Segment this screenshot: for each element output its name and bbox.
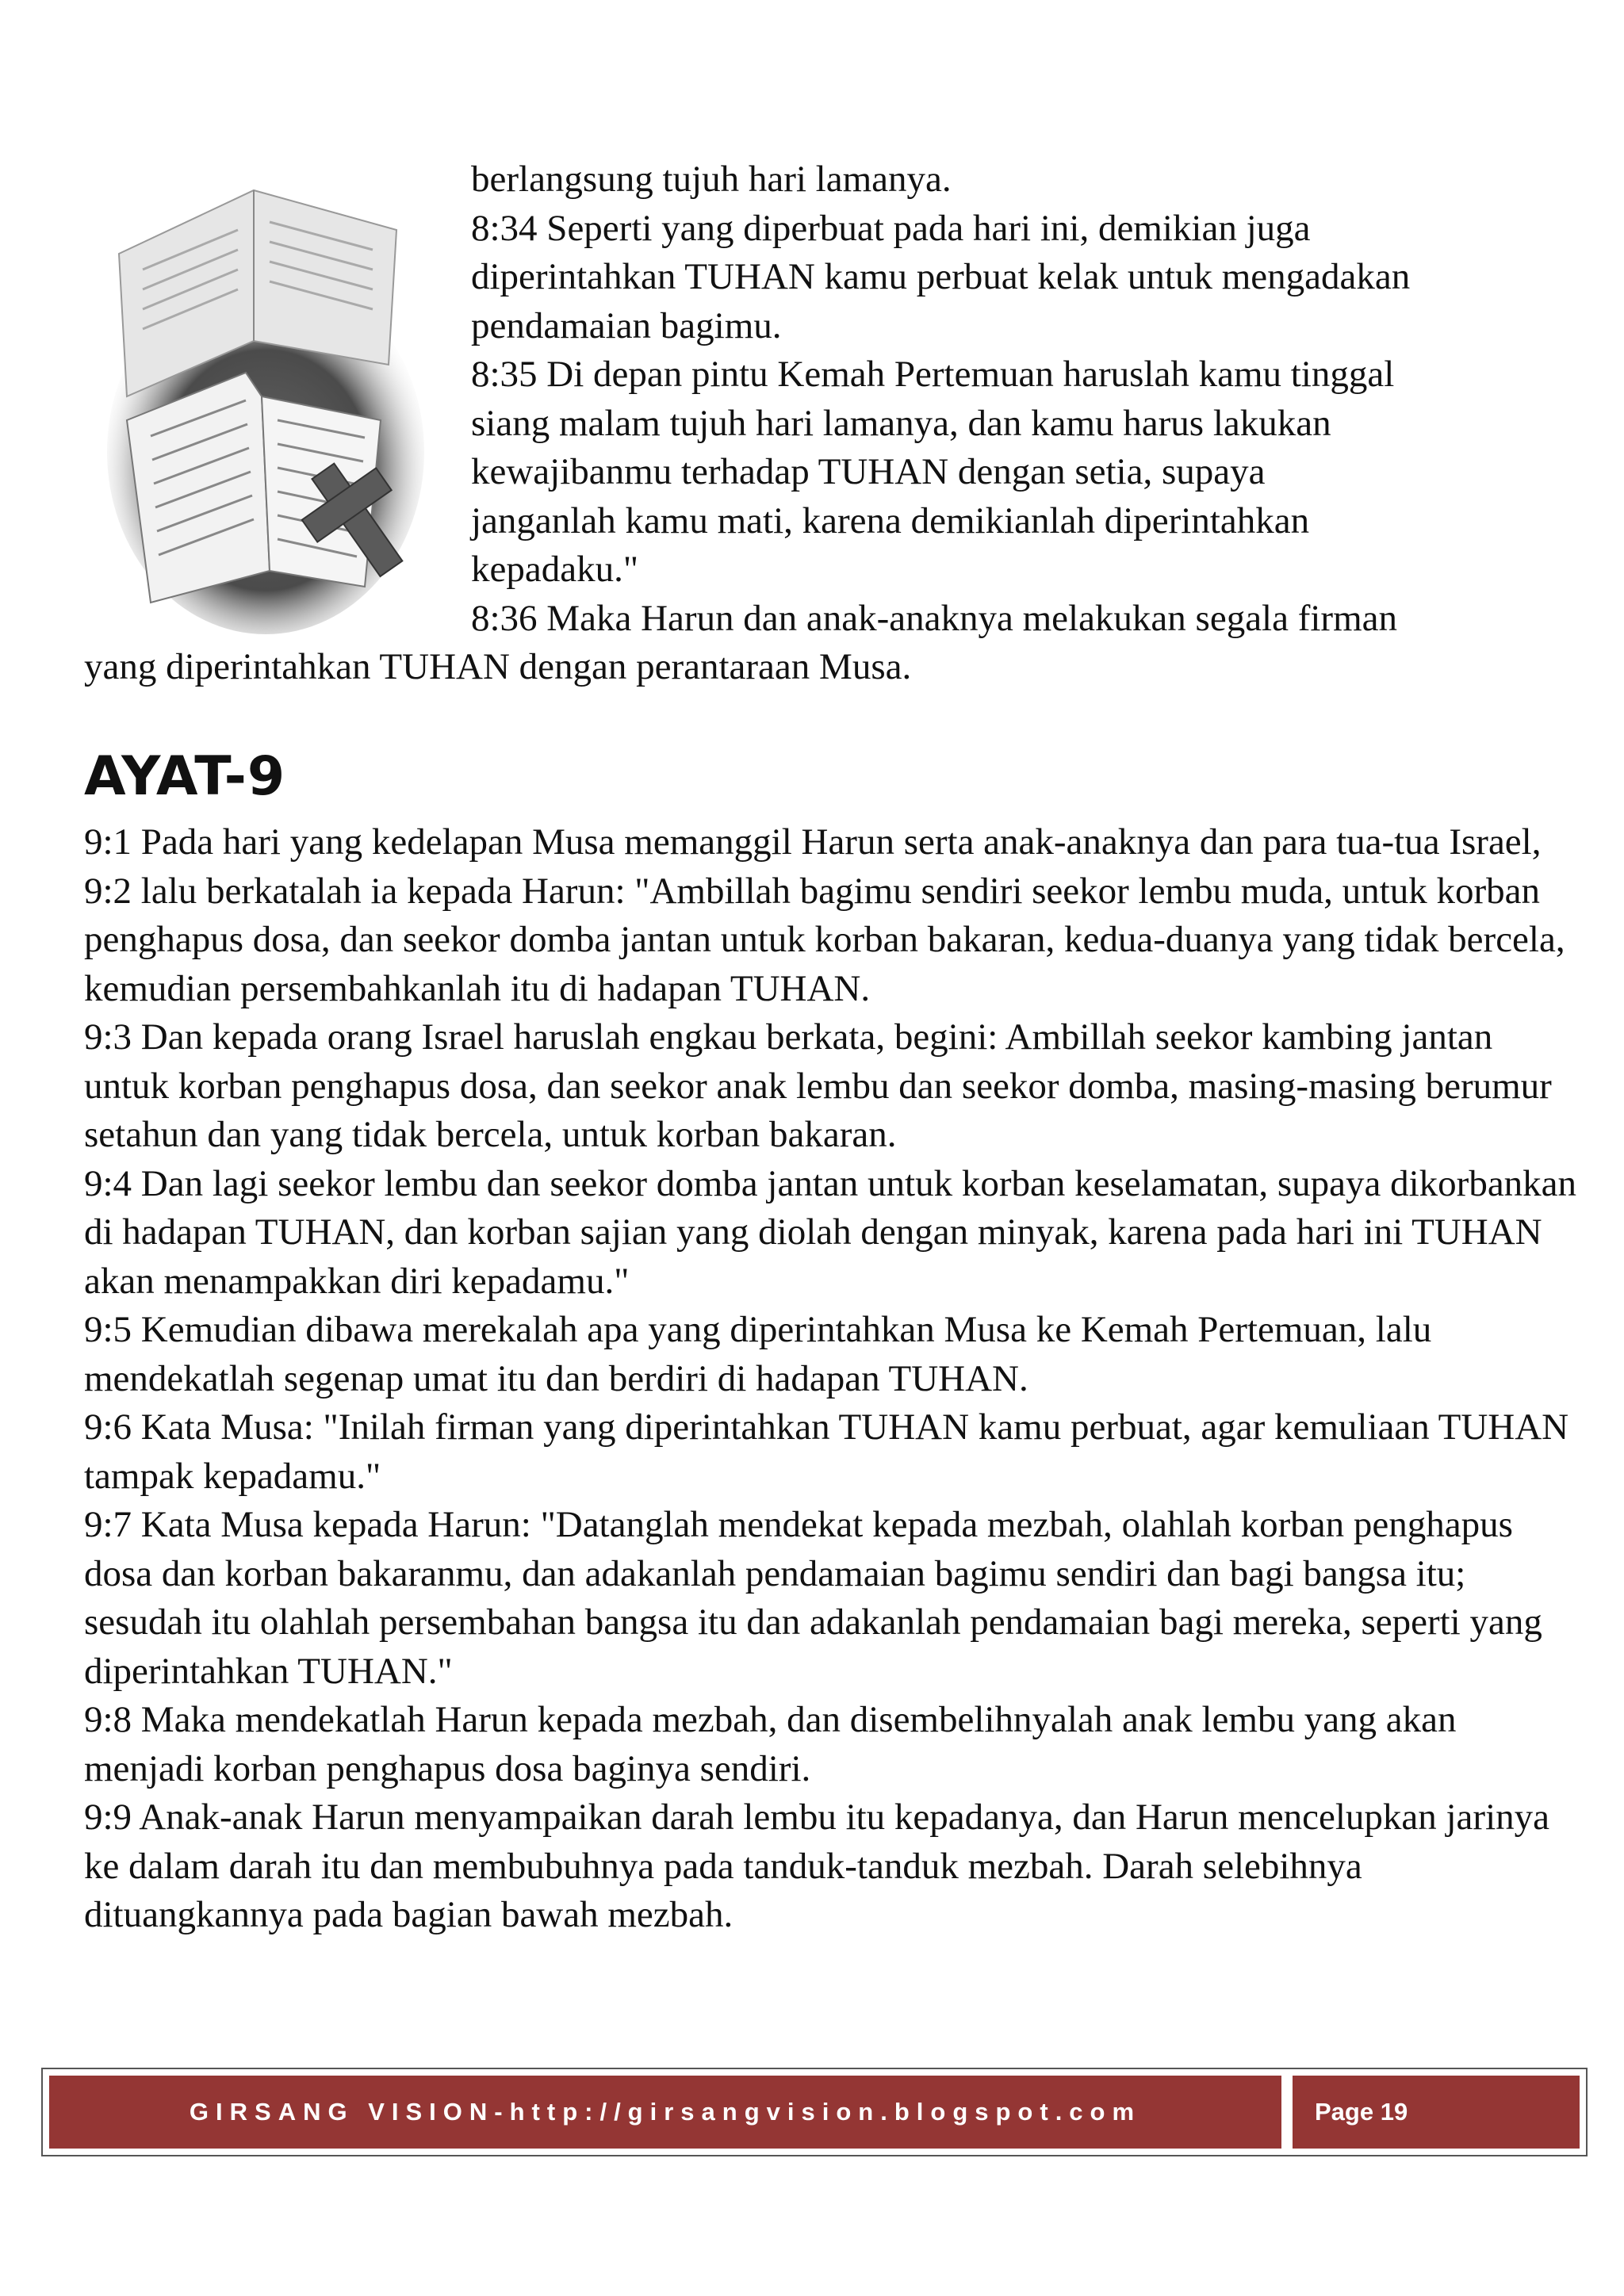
intro-line: diperintahkan TUHAN kamu perbuat kelak untuk mengadakan bbox=[471, 256, 1411, 297]
page-number: Page 19 bbox=[1293, 2076, 1580, 2149]
verse: 9:3 Dan kepada orang Israel haruslah engkau berkata, begini: Ambillah seekor kambing jantan untuk korban penghapus dosa, dan seekor anak lembu dan seekor domba, masing-masing berumur setahun dan yang tidak bercela, untuk korban bakaran. bbox=[84, 1016, 1552, 1155]
verse: 9:8 Maka mendekatlah Harun kepada mezbah, dan disembelihnyalah anak lembu yang akan menjadi korban penghapus dosa baginya sendiri. bbox=[84, 1699, 1457, 1789]
intro-line: berlangsung tujuh hari lamanya. bbox=[471, 159, 952, 200]
verse: 9:5 Kemudian dibawa merekalah apa yang diperintahkan Musa ke Kemah Pertemuan, lalu mendekatlah segenap umat itu dan berdiri di hadapan TUHAN. bbox=[84, 1309, 1432, 1399]
footer-site-link[interactable]: GIRSANG VISION-http://girsangvision.blogspot.com bbox=[49, 2076, 1281, 2149]
intro-line: kewajibanmu terhadap TUHAN dengan setia, supaya bbox=[471, 451, 1266, 492]
verse-list bbox=[84, 818, 1583, 1940]
intro-line: 8:36 Maka Harun dan anak-anaknya melakukan segala firman bbox=[471, 597, 1398, 639]
verse: 9:1 Pada hari yang kedelapan Musa memanggil Harun serta anak-anaknya dan para tua-tua Israel, bbox=[84, 821, 1542, 863]
intro-line: yang diperintahkan TUHAN dengan perantaraan Musa. bbox=[84, 646, 912, 687]
intro-text bbox=[84, 155, 1559, 692]
intro-line: siang malam tujuh hari lamanya, dan kamu harus lakukan bbox=[471, 402, 1331, 444]
verse: 9:9 Anak-anak Harun menyampaikan darah lembu itu kepadanya, dan Harun mencelupkan jarinya ke dalam darah itu dan membubuhnya pada tanduk-tanduk mezbah. Darah selebihnya dituangkannya pada bagian bawah mezbah. bbox=[84, 1797, 1549, 1935]
verse: 9:2 lalu berkatalah ia kepada Harun: "Ambillah bagimu sendiri seekor lembu muda, untuk korban penghapus dosa, dan seekor domba jantan untuk korban bakaran, kedua-duanya yang tidak bercela, kemudian persembahkanlah itu di hadapan TUHAN. bbox=[84, 870, 1565, 1009]
verse: 9:4 Dan lagi seekor lembu dan seekor domba jantan untuk korban keselamatan, supaya dikorbankan di hadapan TUHAN, dan korban sajian yang diolah dengan minyak, karena pada hari ini TUHAN akan menampakkan diri kepadamu." bbox=[84, 1162, 1577, 1302]
verse: 9:7 Kata Musa kepada Harun: "Datanglah mendekat kepada mezbah, olahlah korban penghapus dosa dan korban bakaranmu, dan adakanlah pendamaian bagimu sendiri dan bagi bangsa itu; sesudah itu olahlah persembahan bangsa itu dan adakanlah pendamaian bagi mereka, seperti yang diperintahkan TUHAN." bbox=[84, 1504, 1542, 1692]
intro-line: 8:35 Di depan pintu Kemah Pertemuan haruslah kamu tinggal bbox=[471, 354, 1395, 395]
intro-line: janganlah kamu mati, karena demikianlah diperintahkan bbox=[471, 499, 1310, 541]
intro-line: 8:34 Seperti yang diperbuat pada hari ini, demikian juga bbox=[471, 207, 1311, 249]
section-heading: AYAT-9 bbox=[84, 745, 286, 808]
intro-line: kepadaku." bbox=[471, 549, 639, 590]
verse: 9:6 Kata Musa: "Inilah firman yang diperintahkan TUHAN kamu perbuat, agar kemuliaan TUHAN tampak kepadamu." bbox=[84, 1406, 1569, 1497]
intro-line: pendamaian bagimu. bbox=[471, 304, 782, 346]
